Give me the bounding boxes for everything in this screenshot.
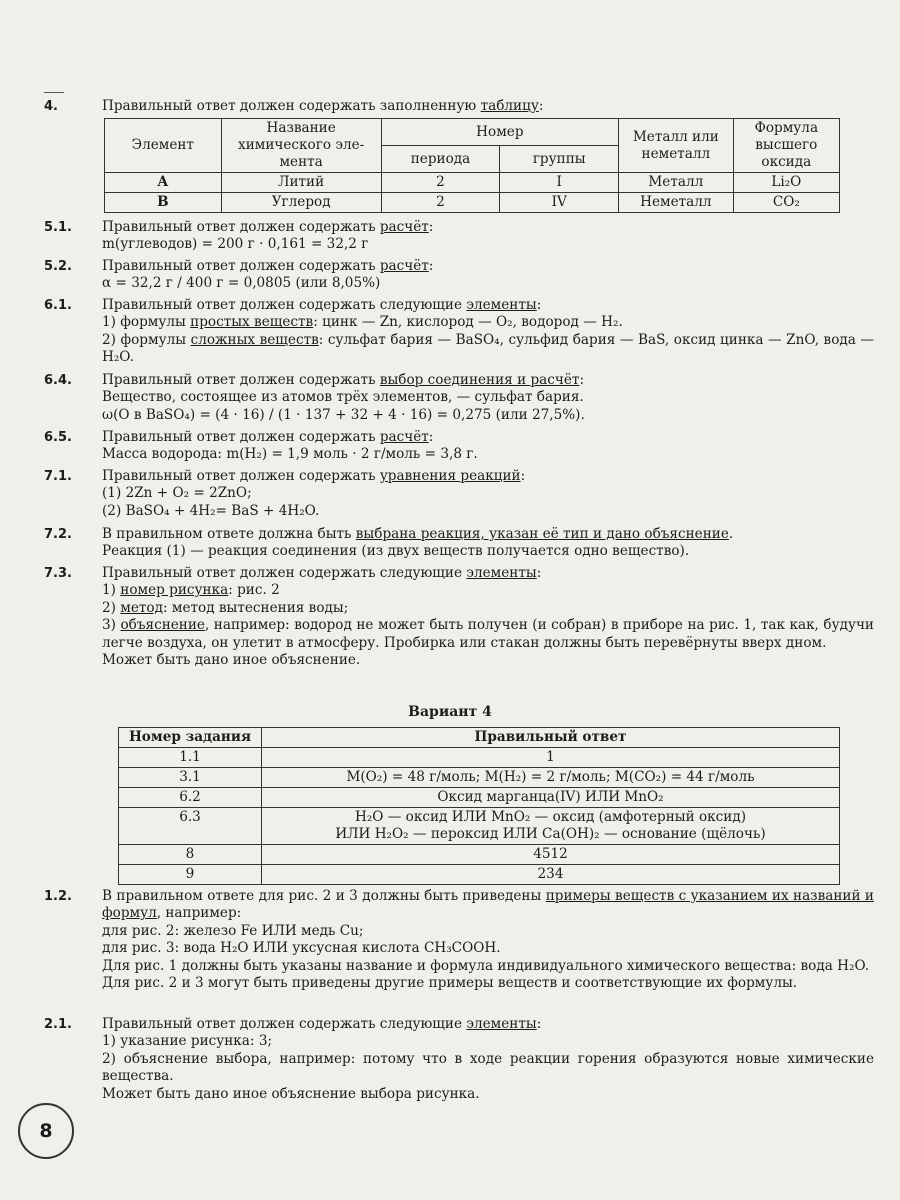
item-text: : xyxy=(428,258,434,274)
item-text: 1) xyxy=(102,582,121,599)
variant-4-table xyxy=(118,727,840,885)
answer-7-1 xyxy=(44,468,874,520)
item-line: Может быть дано иное объяснение выбора рисунка. xyxy=(102,1085,480,1102)
item-text: : xyxy=(536,565,542,581)
item-text: : xyxy=(428,219,434,235)
item-text-underlined: расчёт xyxy=(379,219,429,235)
item-line: m(углеводов) = 200 г · 0,161 = 32,2 г xyxy=(102,236,369,253)
item-text-underlined: элементы xyxy=(466,565,537,581)
item-number: 7.1. xyxy=(44,469,72,484)
item-text: : рис. 2 xyxy=(228,582,280,599)
table-row xyxy=(119,768,840,788)
item-line: 2) объяснение выбора, например: потому что в ходе реакции горения образуются новые химические вещества. xyxy=(102,1050,874,1085)
th-task-number: Номер задания xyxy=(119,728,262,748)
answer-5-1 xyxy=(44,219,874,254)
item-line: ω(O в BaSO₄) = (4 · 16) / (1 · 137 + 32 + 4 · 16) = 0,275 (или 27,5%). xyxy=(102,406,585,423)
item-text: : xyxy=(579,372,585,388)
item-line: Для рис. 2 и 3 могут быть приведены другие примеры веществ и соответствующие их формулы. xyxy=(102,975,798,992)
item-text: Правильный ответ должен содержать xyxy=(102,429,380,445)
answer-2-1 xyxy=(44,1016,874,1103)
item-text: Правильный ответ должен содержать xyxy=(102,258,380,274)
item-line: (1) 2Zn + O₂ = 2ZnO; xyxy=(102,485,252,502)
item-line: Вещество, состоящее из атомов трёх элементов, — сульфат бария. xyxy=(102,389,584,406)
item-text-underlined: элементы xyxy=(466,1016,537,1032)
item-line: α = 32,2 г / 400 г = 0,0805 (или 8,05%) xyxy=(102,275,381,292)
item-text: Правильный ответ должен содержать заполненную xyxy=(102,98,481,114)
item-line: для рис. 2: железо Fe ИЛИ медь Cu; xyxy=(102,922,364,939)
cell: I xyxy=(500,173,619,193)
item-text-underlined: элементы xyxy=(466,297,537,313)
item-line: (2) BaSO₄ + 4H₂= BaS + 4H₂O. xyxy=(102,502,320,519)
item-line: 1) указание рисунка: 3; xyxy=(102,1033,273,1050)
cell: A xyxy=(105,173,222,193)
item-text-underlined: расчёт xyxy=(379,258,429,274)
answer-4 xyxy=(44,98,874,115)
table-row xyxy=(105,173,840,193)
th-number: Номер xyxy=(381,119,618,146)
item-text-underlined: выбор соединения и расчёт xyxy=(379,372,580,388)
answer-1-2 xyxy=(44,888,874,992)
table-row xyxy=(119,748,840,768)
th-period: периода xyxy=(381,146,500,173)
cell-line: ИЛИ H₂O₂ — пероксид ИЛИ Ca(OH)₂ — основание (щёлочь) xyxy=(335,826,766,842)
item-line: Реакция (1) — реакция соединения (из двух веществ получается одно вещество). xyxy=(102,543,690,560)
item-line: Может быть дано иное объяснение. xyxy=(102,652,361,669)
answer-6-4 xyxy=(44,372,874,424)
cell: Литий xyxy=(221,173,381,193)
cell: Оксид марганца(IV) ИЛИ MnO₂ xyxy=(262,788,840,808)
item-text: : xyxy=(428,429,434,445)
cell: Li₂O xyxy=(733,173,839,193)
item-text: 2) xyxy=(102,599,121,616)
cell: 2 xyxy=(381,193,500,213)
item-number: 5.1. xyxy=(44,220,72,235)
cell: 8 xyxy=(119,845,262,865)
item-text: : xyxy=(538,98,544,114)
item-number: 4. xyxy=(44,99,58,114)
cell xyxy=(262,808,840,845)
item-text-underlined: выбрана реакция, указан её тип и дано объяснение xyxy=(355,526,729,542)
cell: Углерод xyxy=(221,193,381,213)
th-name: Название химического элемента xyxy=(221,119,381,173)
item-text-underlined: сложных веществ xyxy=(190,331,319,348)
item-text: Правильный ответ должен содержать следующие xyxy=(102,565,467,581)
item-line: для рис. 3: вода H₂O ИЛИ уксусная кислота CH₃COOH. xyxy=(102,940,501,957)
table-row xyxy=(119,808,840,845)
item-text: , например: водород не может быть получен (и собран) в приборе на рис. 1, так как, будучи легче воздуха, он улетит в атмосферу. Пробирка или стакан должны быть перевёрнуты вверх дном. xyxy=(102,617,874,651)
top-rule xyxy=(44,92,64,93)
cell: CO₂ xyxy=(733,193,839,213)
cell: Металл xyxy=(619,173,734,193)
item-text: : xyxy=(536,297,542,313)
th-element: Элемент xyxy=(105,119,222,173)
answer-7-3 xyxy=(44,565,874,669)
cell: 6.2 xyxy=(119,788,262,808)
item-text: : xyxy=(536,1016,542,1032)
item-text-underlined: простых веществ xyxy=(190,314,314,331)
item-text: Правильный ответ должен содержать xyxy=(102,372,380,388)
item-text: 1) формулы xyxy=(102,314,191,331)
table-row xyxy=(119,845,840,865)
cell: 6.3 xyxy=(119,808,262,845)
cell: IV xyxy=(500,193,619,213)
item-number: 1.2. xyxy=(44,889,72,904)
item-text-underlined: метод xyxy=(120,599,163,616)
item-text-underlined: уравнения реакций xyxy=(379,468,521,484)
answer-6-5 xyxy=(44,429,874,464)
cell: 1.1 xyxy=(119,748,262,768)
item-text-underlined: расчёт xyxy=(379,429,429,445)
answer-4-table xyxy=(104,118,840,213)
cell-line: H₂O — оксид ИЛИ MnO₂ — оксид (амфотерный оксид) xyxy=(354,809,746,825)
page-number: 8 xyxy=(18,1103,74,1159)
cell: B xyxy=(105,193,222,213)
item-text: : сульфат бария — BaSO₄, сульфид бария — BaS, оксид цинка — ZnO, вода — H₂O. xyxy=(102,331,874,366)
answer-7-2 xyxy=(44,526,874,561)
item-text-underlined: объяснение xyxy=(120,617,205,634)
cell: Неметалл xyxy=(619,193,734,213)
item-line: Для рис. 1 должны быть указаны название и формула индивидуального химического вещества: вода H₂O. xyxy=(102,957,870,974)
item-text: Правильный ответ должен содержать следующие xyxy=(102,297,467,313)
table-row xyxy=(119,788,840,808)
cell: 2 xyxy=(381,173,500,193)
item-number: 2.1. xyxy=(44,1017,72,1032)
item-text: В правильном ответе для рис. 2 и 3 должны быть приведены xyxy=(102,888,546,904)
item-text: Правильный ответ должен содержать xyxy=(102,219,380,235)
item-text: 3) xyxy=(102,617,121,634)
table-row xyxy=(119,865,840,885)
answer-6-1 xyxy=(44,297,874,367)
item-number: 7.2. xyxy=(44,527,72,542)
cell: 4512 xyxy=(262,845,840,865)
variant-title: Вариант 4 xyxy=(408,704,492,720)
th-group: группы xyxy=(500,146,619,173)
item-text: 2) формулы xyxy=(102,331,191,348)
th-oxide: Формула высшего оксида xyxy=(733,119,839,173)
item-text: В правильном ответе должна быть xyxy=(102,526,356,542)
cell: 1 xyxy=(262,748,840,768)
answer-5-2 xyxy=(44,258,874,293)
item-text: : метод вытеснения воды; xyxy=(162,599,349,616)
item-text-underlined: примеры веществ с указанием их названий и формул xyxy=(102,888,874,922)
item-text: : xyxy=(520,468,526,484)
item-number: 5.2. xyxy=(44,259,72,274)
item-text: : цинк — Zn, кислород — O₂, водород — H₂. xyxy=(313,314,623,331)
item-text: . xyxy=(728,526,734,542)
th-answer: Правильный ответ xyxy=(262,728,840,748)
cell: M(O₂) = 48 г/моль; M(H₂) = 2 г/моль; M(CO₂) = 44 г/моль xyxy=(262,768,840,788)
item-text-underlined: таблицу xyxy=(480,98,539,114)
table-row xyxy=(105,193,840,213)
item-line: Масса водорода: m(H₂) = 1,9 моль · 2 г/моль = 3,8 г. xyxy=(102,446,478,463)
item-text: , например: xyxy=(156,905,242,922)
item-number: 6.1. xyxy=(44,298,72,313)
cell: 9 xyxy=(119,865,262,885)
item-number: 7.3. xyxy=(44,566,72,581)
cell: 234 xyxy=(262,865,840,885)
item-text: Правильный ответ должен содержать следующие xyxy=(102,1016,467,1032)
item-number: 6.4. xyxy=(44,373,72,388)
th-metal: Металл или неметалл xyxy=(619,119,734,173)
cell: 3.1 xyxy=(119,768,262,788)
item-text: Правильный ответ должен содержать xyxy=(102,468,380,484)
item-number: 6.5. xyxy=(44,430,72,445)
item-text-underlined: номер рисунка xyxy=(120,582,229,599)
